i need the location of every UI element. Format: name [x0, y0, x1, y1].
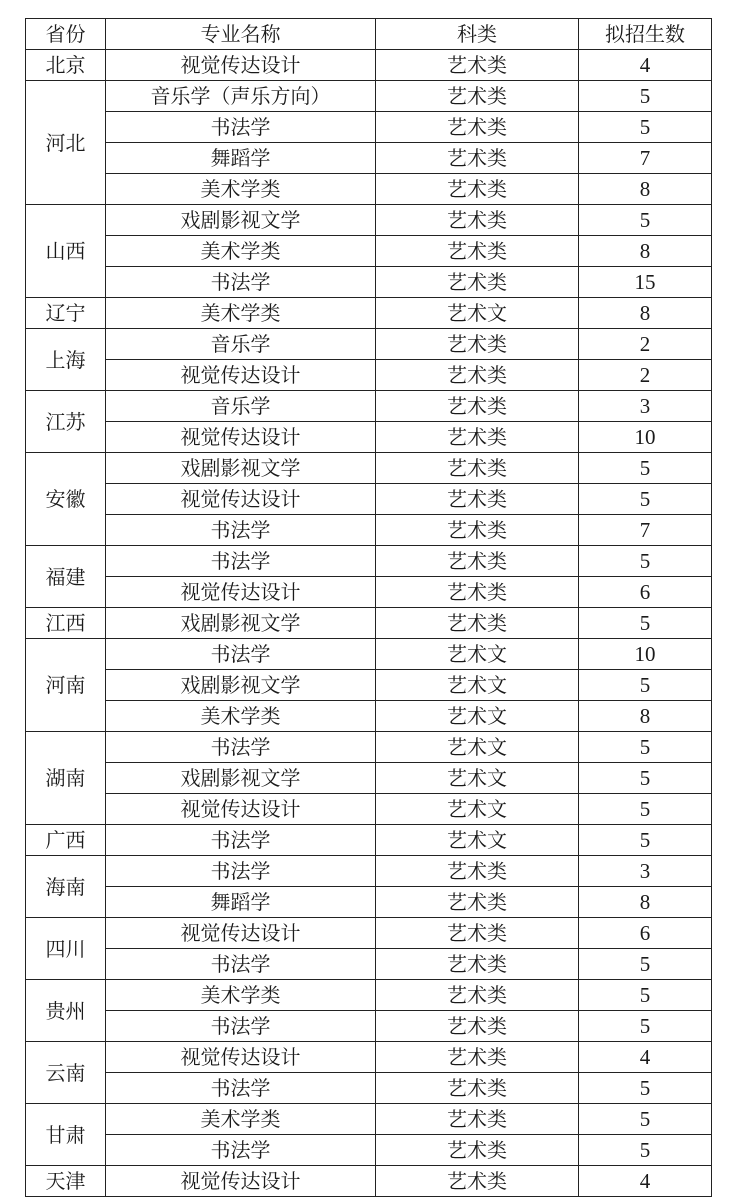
category-cell: 艺术类 [376, 329, 579, 360]
table-body [26, 50, 712, 1197]
major-cell: 视觉传达设计 [106, 794, 376, 825]
category-cell: 艺术类 [376, 577, 579, 608]
major-cell: 书法学 [106, 639, 376, 670]
header-category: 科类 [376, 19, 579, 50]
quota-cell: 8 [579, 701, 712, 732]
category-cell: 艺术文 [376, 670, 579, 701]
major-cell: 戏剧影视文学 [106, 608, 376, 639]
category-cell: 艺术类 [376, 1042, 579, 1073]
major-cell: 书法学 [106, 825, 376, 856]
province-cell: 江苏 [26, 391, 106, 453]
table-row [26, 205, 712, 236]
enrollment-table [25, 18, 712, 1197]
header-row [26, 19, 712, 50]
table-row [26, 360, 712, 391]
category-cell: 艺术类 [376, 360, 579, 391]
category-cell: 艺术类 [376, 453, 579, 484]
category-cell: 艺术类 [376, 949, 579, 980]
major-cell: 视觉传达设计 [106, 1042, 376, 1073]
quota-cell: 2 [579, 329, 712, 360]
province-cell: 江西 [26, 608, 106, 639]
category-cell: 艺术文 [376, 732, 579, 763]
major-cell: 美术学类 [106, 980, 376, 1011]
table-row [26, 825, 712, 856]
category-cell: 艺术类 [376, 391, 579, 422]
table-row [26, 701, 712, 732]
table-row [26, 577, 712, 608]
major-cell: 音乐学 [106, 391, 376, 422]
major-cell: 美术学类 [106, 701, 376, 732]
quota-cell: 5 [579, 794, 712, 825]
major-cell: 戏剧影视文学 [106, 453, 376, 484]
table-row [26, 856, 712, 887]
major-cell: 戏剧影视文学 [106, 205, 376, 236]
category-cell: 艺术类 [376, 81, 579, 112]
major-cell: 视觉传达设计 [106, 50, 376, 81]
header-province: 省份 [26, 19, 106, 50]
category-cell: 艺术文 [376, 794, 579, 825]
major-cell: 视觉传达设计 [106, 918, 376, 949]
table-row [26, 1042, 712, 1073]
major-cell: 书法学 [106, 732, 376, 763]
table-row [26, 1104, 712, 1135]
quota-cell: 5 [579, 732, 712, 763]
quota-cell: 4 [579, 50, 712, 81]
table-row [26, 174, 712, 205]
major-cell: 音乐学 [106, 329, 376, 360]
quota-cell: 5 [579, 453, 712, 484]
province-cell: 天津 [26, 1166, 106, 1197]
province-cell: 辽宁 [26, 298, 106, 329]
quota-cell: 5 [579, 484, 712, 515]
category-cell: 艺术类 [376, 887, 579, 918]
table-row [26, 980, 712, 1011]
major-cell: 美术学类 [106, 236, 376, 267]
quota-cell: 5 [579, 763, 712, 794]
major-cell: 书法学 [106, 112, 376, 143]
category-cell: 艺术类 [376, 918, 579, 949]
table-row [26, 918, 712, 949]
category-cell: 艺术类 [376, 267, 579, 298]
province-cell: 安徽 [26, 453, 106, 546]
quota-cell: 5 [579, 1104, 712, 1135]
major-cell: 音乐学（声乐方向） [106, 81, 376, 112]
table-row [26, 81, 712, 112]
quota-cell: 8 [579, 174, 712, 205]
major-cell: 书法学 [106, 856, 376, 887]
category-cell: 艺术类 [376, 422, 579, 453]
category-cell: 艺术文 [376, 701, 579, 732]
category-cell: 艺术类 [376, 1011, 579, 1042]
province-cell: 北京 [26, 50, 106, 81]
table-row [26, 391, 712, 422]
major-cell: 书法学 [106, 1073, 376, 1104]
province-cell: 甘肃 [26, 1104, 106, 1166]
major-cell: 书法学 [106, 949, 376, 980]
table-row [26, 546, 712, 577]
province-cell: 河南 [26, 639, 106, 732]
major-cell: 戏剧影视文学 [106, 670, 376, 701]
category-cell: 艺术类 [376, 205, 579, 236]
category-cell: 艺术类 [376, 980, 579, 1011]
table-row [26, 298, 712, 329]
category-cell: 艺术类 [376, 236, 579, 267]
category-cell: 艺术类 [376, 174, 579, 205]
major-cell: 舞蹈学 [106, 887, 376, 918]
category-cell: 艺术类 [376, 546, 579, 577]
major-cell: 戏剧影视文学 [106, 763, 376, 794]
table-row [26, 949, 712, 980]
quota-cell: 5 [579, 1011, 712, 1042]
quota-cell: 5 [579, 980, 712, 1011]
province-cell: 云南 [26, 1042, 106, 1104]
major-cell: 美术学类 [106, 174, 376, 205]
category-cell: 艺术类 [376, 1073, 579, 1104]
quota-cell: 7 [579, 515, 712, 546]
quota-cell: 5 [579, 608, 712, 639]
major-cell: 书法学 [106, 515, 376, 546]
quota-cell: 8 [579, 236, 712, 267]
category-cell: 艺术类 [376, 856, 579, 887]
quota-cell: 10 [579, 422, 712, 453]
table-row [26, 1135, 712, 1166]
header-quota: 拟招生数 [579, 19, 712, 50]
major-cell: 书法学 [106, 267, 376, 298]
table-row [26, 1011, 712, 1042]
quota-cell: 6 [579, 577, 712, 608]
category-cell: 艺术类 [376, 1135, 579, 1166]
quota-cell: 5 [579, 546, 712, 577]
quota-cell: 4 [579, 1166, 712, 1197]
category-cell: 艺术文 [376, 639, 579, 670]
table-row [26, 1073, 712, 1104]
province-cell: 四川 [26, 918, 106, 980]
province-cell: 福建 [26, 546, 106, 608]
table-row [26, 1166, 712, 1197]
quota-cell: 5 [579, 949, 712, 980]
table-row [26, 887, 712, 918]
header-major: 专业名称 [106, 19, 376, 50]
quota-cell: 5 [579, 825, 712, 856]
quota-cell: 5 [579, 81, 712, 112]
table-row [26, 484, 712, 515]
table-row [26, 267, 712, 298]
major-cell: 视觉传达设计 [106, 1166, 376, 1197]
major-cell: 舞蹈学 [106, 143, 376, 174]
major-cell: 书法学 [106, 1011, 376, 1042]
table-row [26, 515, 712, 546]
table-row [26, 453, 712, 484]
quota-cell: 4 [579, 1042, 712, 1073]
quota-cell: 10 [579, 639, 712, 670]
province-cell: 贵州 [26, 980, 106, 1042]
quota-cell: 5 [579, 670, 712, 701]
category-cell: 艺术类 [376, 1166, 579, 1197]
province-cell: 湖南 [26, 732, 106, 825]
province-cell: 河北 [26, 81, 106, 205]
table-row [26, 236, 712, 267]
quota-cell: 3 [579, 391, 712, 422]
category-cell: 艺术类 [376, 484, 579, 515]
province-cell: 山西 [26, 205, 106, 298]
quota-cell: 8 [579, 298, 712, 329]
table-row [26, 143, 712, 174]
category-cell: 艺术文 [376, 763, 579, 794]
category-cell: 艺术类 [376, 1104, 579, 1135]
quota-cell: 8 [579, 887, 712, 918]
table-row [26, 422, 712, 453]
category-cell: 艺术类 [376, 608, 579, 639]
table-row [26, 50, 712, 81]
major-cell: 书法学 [106, 1135, 376, 1166]
province-cell: 上海 [26, 329, 106, 391]
table-row [26, 639, 712, 670]
major-cell: 视觉传达设计 [106, 484, 376, 515]
table-row [26, 112, 712, 143]
category-cell: 艺术类 [376, 50, 579, 81]
quota-cell: 6 [579, 918, 712, 949]
quota-cell: 5 [579, 112, 712, 143]
quota-cell: 7 [579, 143, 712, 174]
quota-cell: 5 [579, 1073, 712, 1104]
table-row [26, 608, 712, 639]
quota-cell: 5 [579, 205, 712, 236]
table-row [26, 763, 712, 794]
quota-cell: 5 [579, 1135, 712, 1166]
province-cell: 海南 [26, 856, 106, 918]
major-cell: 视觉传达设计 [106, 360, 376, 391]
quota-cell: 2 [579, 360, 712, 391]
category-cell: 艺术文 [376, 298, 579, 329]
province-cell: 广西 [26, 825, 106, 856]
category-cell: 艺术文 [376, 825, 579, 856]
quota-cell: 15 [579, 267, 712, 298]
table-row [26, 329, 712, 360]
major-cell: 美术学类 [106, 298, 376, 329]
table-row [26, 670, 712, 701]
major-cell: 视觉传达设计 [106, 577, 376, 608]
quota-cell: 3 [579, 856, 712, 887]
category-cell: 艺术类 [376, 112, 579, 143]
major-cell: 视觉传达设计 [106, 422, 376, 453]
category-cell: 艺术类 [376, 515, 579, 546]
table-row [26, 732, 712, 763]
major-cell: 美术学类 [106, 1104, 376, 1135]
table-row [26, 794, 712, 825]
major-cell: 书法学 [106, 546, 376, 577]
category-cell: 艺术类 [376, 143, 579, 174]
